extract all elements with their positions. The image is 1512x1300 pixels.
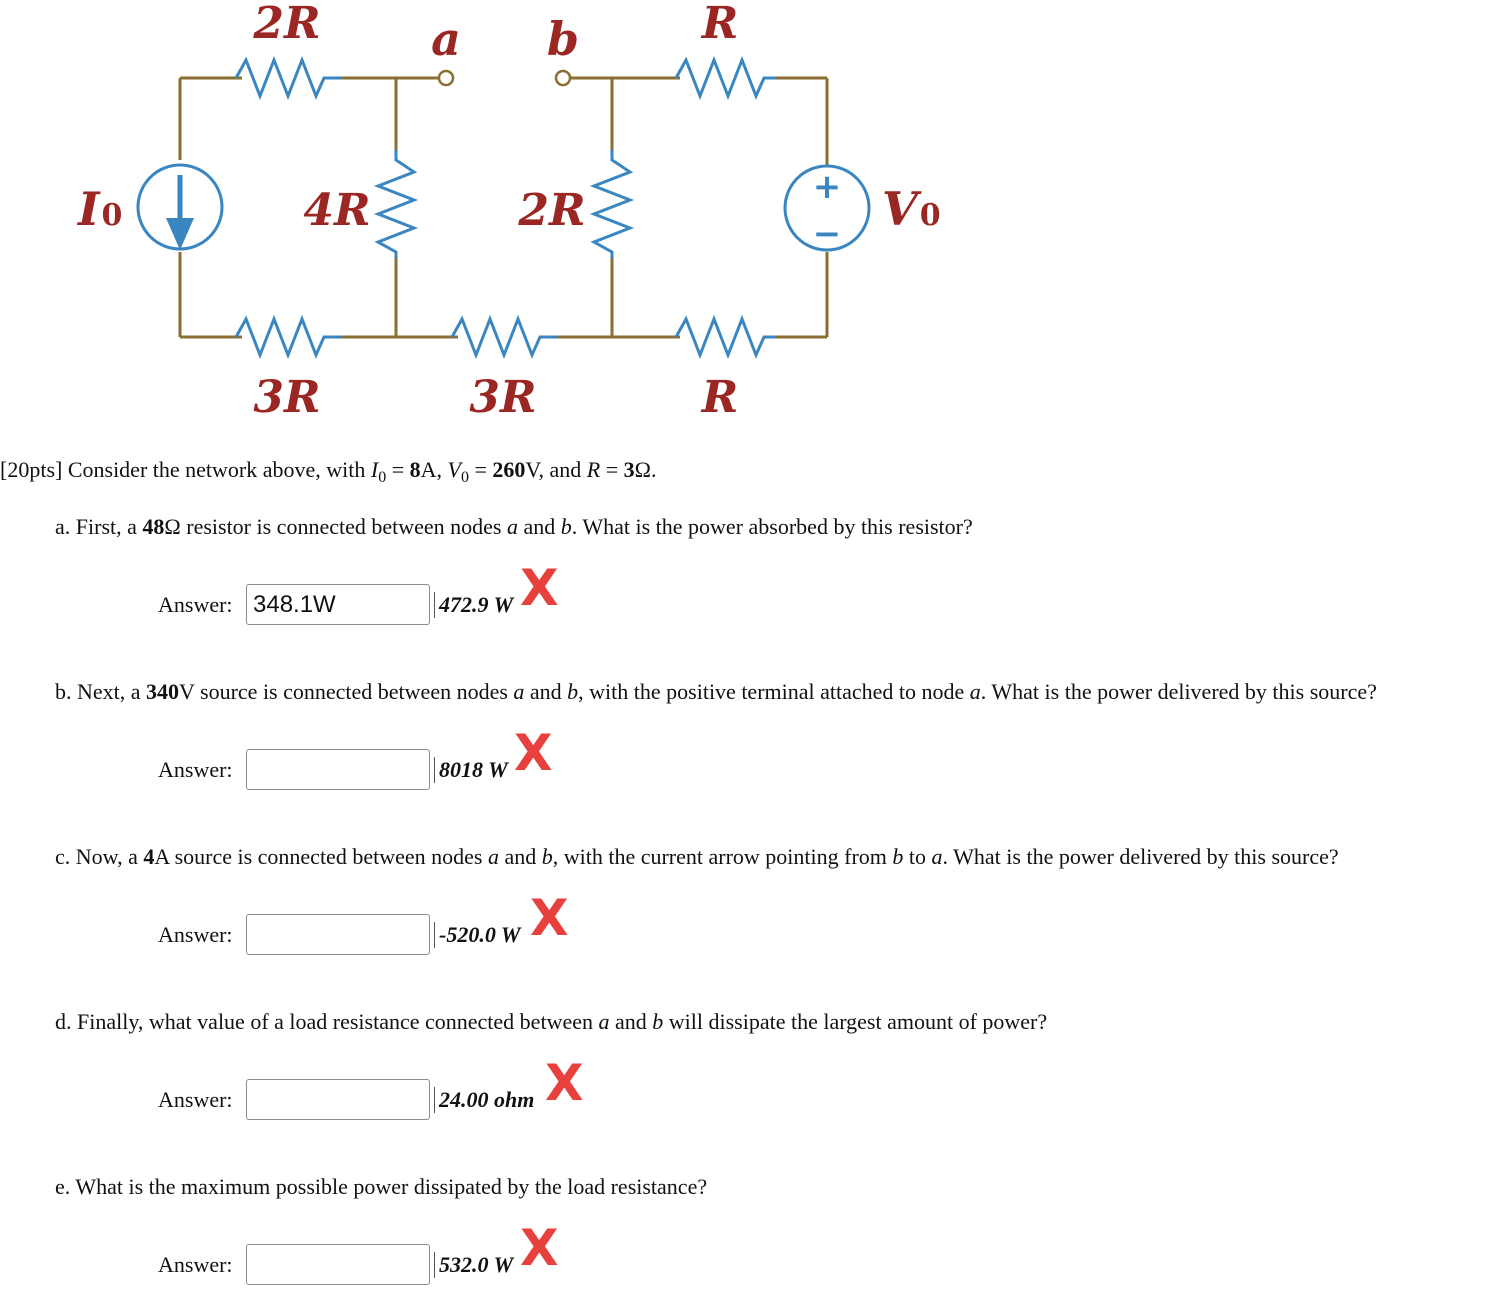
voltage-source-minus: − — [812, 214, 842, 254]
correct-answer-d: 24.00 ohm — [434, 1087, 534, 1113]
current-source — [138, 165, 222, 250]
answer-input-a[interactable] — [246, 584, 430, 625]
resistor-3r-bottom-middle — [452, 319, 558, 355]
node-a-terminal — [439, 71, 453, 85]
label-r-top-right: R — [701, 0, 739, 49]
label-2r-middle: 2R — [518, 185, 586, 236]
resistor-r-top-right — [676, 60, 776, 96]
label-current-source: I0 — [78, 182, 123, 236]
circuit-wires — [180, 78, 827, 337]
answer-label-c: Answer: — [158, 922, 233, 947]
answer-input-d[interactable] — [246, 1079, 430, 1120]
question-e: e. What is the maximum possible power dissipated by the load resistance? — [55, 1174, 708, 1199]
answer-input-c[interactable] — [246, 914, 430, 955]
incorrect-mark-e: X — [520, 1219, 559, 1277]
answer-input-e[interactable] — [246, 1244, 430, 1285]
question-a: a. First, a 48Ω resistor is connected between nodes a and b. What is the power absorbed by this resistor? — [55, 514, 973, 539]
answer-label-b: Answer: — [158, 757, 233, 782]
resistor-3r-bottom-left — [236, 319, 342, 355]
correct-answer-a: 472.9 W — [434, 592, 513, 618]
label-r-bottom-right: R — [701, 372, 739, 423]
label-4r: 4R — [303, 185, 371, 236]
correct-answer-e: 532.0 W — [434, 1252, 513, 1278]
resistor-r-bottom-right — [676, 319, 776, 355]
problem-statement: [20pts] Consider the network above, with $I_0 = 8A$, $V_0 = 260V$, and R = 3Ω. — [0, 457, 657, 486]
label-3r-bottom-middle: 3R — [469, 372, 537, 423]
answer-label-d: Answer: — [158, 1087, 233, 1112]
correct-answer-b: 8018 W — [434, 757, 508, 783]
question-c: c. Now, a 4A source is connected between nodes a and b, with the current arrow pointing from b to a. What is the power delivered by this source? — [55, 844, 1339, 869]
question-d: d. Finally, what value of a load resistance connected between a and b will dissipate the largest amount of power? — [55, 1009, 1048, 1034]
circuit-diagram — [0, 0, 1000, 430]
incorrect-mark-d: X — [545, 1054, 584, 1112]
answer-label-a: Answer: — [158, 592, 233, 617]
answer-input-b[interactable] — [246, 749, 430, 790]
label-node-b: b — [546, 12, 580, 66]
incorrect-mark-c: X — [530, 889, 569, 947]
label-2r-top-left: 2R — [253, 0, 321, 49]
resistor-2r-middle-right — [594, 150, 630, 258]
incorrect-mark-a: X — [520, 559, 559, 617]
label-node-a: a — [431, 12, 461, 66]
resistor-2r-top-left — [236, 60, 342, 96]
resistor-4r-middle-left — [378, 150, 414, 258]
correct-answer-c: -520.0 W — [434, 922, 521, 948]
label-3r-bottom-left: 3R — [253, 372, 321, 423]
answer-label-e: Answer: — [158, 1252, 233, 1277]
label-voltage-source: V0 — [882, 182, 941, 236]
voltage-source-plus: + — [812, 167, 842, 207]
node-b-terminal — [556, 71, 570, 85]
voltage-source — [785, 166, 869, 254]
question-b: b. Next, a 340V source is connected between nodes a and b, with the positive terminal attached to node a. What is the power delivered by this source? — [55, 679, 1377, 704]
incorrect-mark-b: X — [514, 724, 553, 782]
